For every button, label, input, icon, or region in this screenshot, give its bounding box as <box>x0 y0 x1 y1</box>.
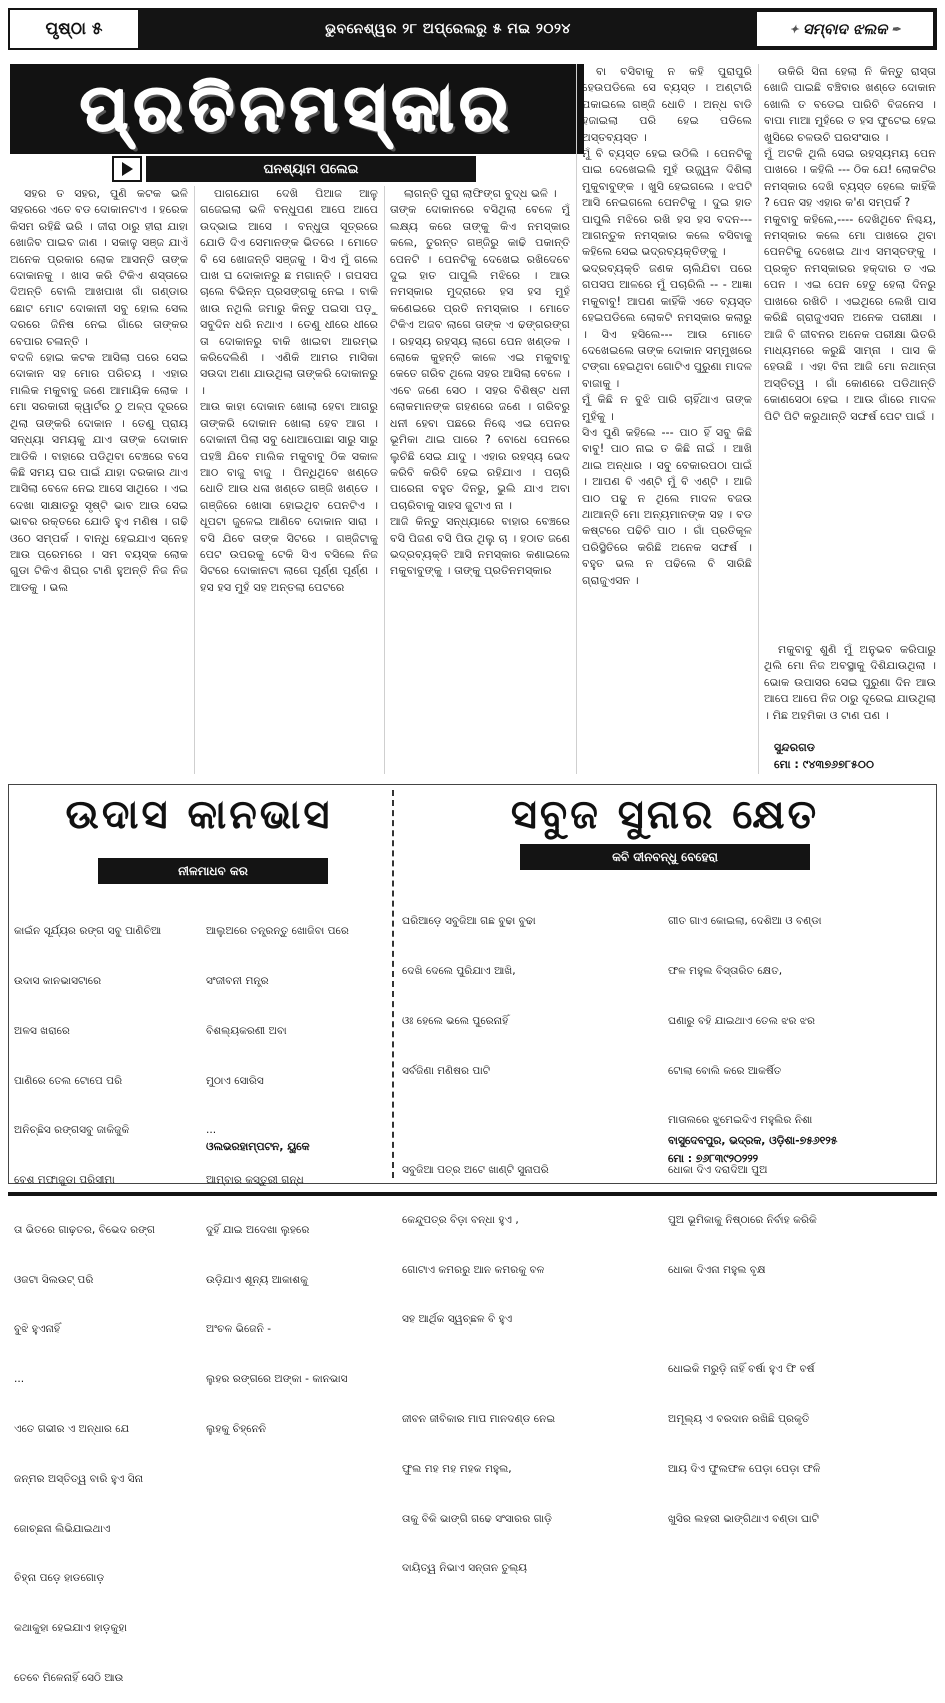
poem-line: ଘଣାରୁ ବହି ଯାଇଥାଏ ତେଲ ଝର ଝର <box>668 1014 816 1027</box>
poem-right-phone: ମୋ : ୭୬୮୩୯୨୦୨୨୨ <box>668 1152 758 1165</box>
author-phone: ମୋ : ୯୪୩୭୬୭୮୫୦୦ <box>774 758 875 771</box>
poem-line: ଉଦାସ କାନଭାସଟାରେ <box>14 974 102 987</box>
poem-line: ... <box>206 1124 217 1137</box>
poem-line: କେନ୍ଦୁପତ୍ର ବିଡ଼ା ବନ୍ଧା ହୁଏ , <box>402 1213 519 1226</box>
poem-line: ତା ଭିତରେ ଗାଢ଼ତର, ବିଭେଦ ରଙ୍ଗ <box>14 1223 156 1236</box>
page-bottom-rule <box>8 1192 937 1196</box>
masthead-name: ସମ୍ବାଦ ଝଲକ <box>802 20 888 38</box>
poem-line: ଖୁସିର ଲହରୀ ଭାଙ୍ଗିଥାଏ ବଣ୍ଡା ଘାଟି <box>668 1512 819 1525</box>
poem-left-stanza-b <box>206 890 386 1454</box>
poem-line <box>402 1361 662 1378</box>
column-divider <box>576 64 577 774</box>
poem-line: ଓଃ ହେଲେ ଭଲେ ପୁରେନାହିଁ <box>402 1014 509 1027</box>
poem-right-stanza-a <box>402 880 662 1594</box>
poem-line: ମୁଠାଏ ସୋରିସ <box>206 1074 264 1087</box>
poem-line: ଧୋଇକି ମରୁଡ଼ି ନାହିଁ ବର୍ଷା ହୁଏ ଫି ବର୍ଷ <box>668 1363 815 1376</box>
poem-line: ତେବେ ମିଳେନାହିଁ ସେଠି ଆଉ <box>14 1671 124 1684</box>
poem-right-signature: ବାସୁଦେବପୁର, ଭଦ୍ରକ, ଓଡ଼ିଶା-୭୫୬୧୨୫ <box>668 1134 838 1147</box>
article-title-banner <box>10 64 584 154</box>
poem-line: ବିଶଲ୍ୟକରଣୀ ଅବା <box>206 1024 287 1037</box>
poem-line: ଅଂଚଳ ଭିଜେନି - <box>206 1323 272 1336</box>
poem-line: ଏତେ ଗଭୀର ଏ ଅନ୍ଧାର ଯେ <box>14 1423 130 1435</box>
poem-line: ଲୁହକୁ ଚିହ୍ନେନି <box>206 1423 267 1435</box>
column-text: ଲାଗନ୍ତି ପୁରା ଲାଫିଙ୍ଗ ବୁଦ୍ଧ ଭଳି । ତାଙ୍କ ଦୋକାନରେ ବସିଥିଲା ବେଳେ ମୁଁ ଲକ୍ଷ୍ୟ କରେ ତାଙ୍କୁ କିଏ ନମସ୍କାର କଲେ, ତୁରନ୍ତ ଗଞ୍ଜିରୁ କାଢି ପକାନ୍ତି ପେନଟି । ପେନଟିକୁ ଦେଖେଇ ରଖିଦେବେ ଦୁଇ ହାତ ପାପୁଲି ମଝିରେ । ଆଉ ନମସ୍କାର ମୁଦ୍ରାରେ ହସ ହସ ମୁହଁ କଣେଇରେ ପ୍ରତି ନମସ୍କାର । ମୋତେ ଟିକିଏ ଅଜବ ଲାଗେ ତାଙ୍କ ଏ ଢଙ୍ଗରଙ୍ଗ । ରହସ୍ୟ ରହସ୍ୟ ଲାଗେ ପେନ ଖଣ୍ଡକ । ଲୋକେ କୁହନ୍ତି କାଳେ ଏଇ ମକୁବାବୁ କେତେ ଗରିବ ଥିଲେ ସହର ଆସିଲା ବେଳେ । ଏବେ ଜଣେ ସେଠ । ସହର ବିଶିଷ୍ଟ ଧନୀ ଲୋକମାନଙ୍କ ଗହଣରେ ଜଣେ । ଗରିବରୁ ଧନୀ ହେବା ପଛରେ ନିଶ୍ଚେ ଏଇ ପେନର ଭୂମିକା ଥାଇ ପାରେ ? ବୋଧେ ପେନରେ ଲୁଚିଛି ସେଇ ଯାଦୁ । ଏହାର ରହସ୍ୟ ଭେଦ କରିବି କରିବି ହେଇ ରହିଯାଏ । ପଚାରି ପାରେନା ବହୁତ ଦିନରୁ, ଭୁଲି ଯାଏ ଅବା ପଚାରିବାକୁ ସାହସ ଜୁଟାଏ ନା । ଆଜି କିନ୍ତୁ ସନ୍ଧ୍ୟାରେ ବାହାର ବେଞ୍ଚରେ ବସି ପିଜଣ ବସି ପିଉ ଥିଲୁ ଚା । ହଠାତ ଜଣେ ଭଦ୍ରବ୍ୟକ୍ତି ଆସି ନମସ୍କାର କଣାଇଲେ ମକୁବାବୁଙ୍କୁ । ତାଙ୍କୁ ପ୍ରତିନମସ୍କାର <box>390 187 570 578</box>
poem-line: ଅମୂଲ୍ୟ ଏ ବରଦାନ ରଖିଛି ପ୍ରକୃତି <box>668 1413 810 1425</box>
column-divider <box>384 186 385 774</box>
poem-line: ଦାୟିତ୍ୱ ନିଭାଏ ସନ୍ତାନ ତୁଲ୍ୟ <box>402 1562 528 1575</box>
poem-line: ଦେଖି ଦେଲେ ପୁରିଯାଏ ଆଖି, <box>402 964 516 977</box>
poems-divider <box>392 790 394 1178</box>
poem-line: ଘରିଆଡ଼େ ସବୁଜିଆ ଗଛ ବୁଢା ବୁଢା <box>402 915 536 928</box>
poem-left-poet: ନୀଳମାଧବ କର <box>98 858 328 884</box>
poem-line: ପୁଅ ଭୂମିକାକୁ ନିଷ୍ଠାରେ ନିର୍ବାହ କରିକି <box>668 1213 817 1226</box>
poem-line: ଫଳ ମହୁଲ ବିସ୍ତାରିତ କ୍ଷେତ, <box>668 964 783 977</box>
article-byline: ଘନଶ୍ୟାମ ପଲେଇ <box>146 156 476 182</box>
poem-line: ଆଲୁଅରେ ତନ୍ତ୍ରନ୍ତୁ ଖୋଜିବା ପରେ <box>206 925 349 938</box>
article-column-5 <box>764 64 936 642</box>
column-divider <box>194 186 195 774</box>
poem-line: ସବୁଜିଆ ପତ୍ର ଅଟେ ଖାଣ୍ଟି ସୁନାପରି <box>402 1164 549 1177</box>
poem-line: ସଂଜୀବନୀ ମନ୍ତ୍ର <box>206 974 269 987</box>
poem-line: ଉଡ଼ିଯାଏ ଶୂନ୍ୟ ଆକାଶକୁ <box>206 1273 308 1286</box>
masthead-logo <box>756 11 934 47</box>
poem-line: ଅନିଚ୍ଛିସ ରଙ୍ଗସବୁ ଜାକିଜୁକି <box>14 1124 130 1137</box>
poem-line: ଜୋଚ୍ଛନା ଲିଭିଯାଇଥାଏ <box>14 1522 111 1535</box>
column-text: ସହର ତ ସହର, ପୁଣି କଟକ ଭଳି ସହରରେ ଏତେ ବଡ ଦୋକାନଟାଏ । ହରେକ କିସମ ରହିଛି ଭରି । ଜୀରା ଠାରୁ ହୀରା ଯାହା ଖୋଜିବ ପାଇବ ଜାଣ । ସକାଳୁ ସଞ୍ଜ ଯାଏଁ ଅନେକ ପ୍ରକାର ଲୋକ ଆସନ୍ତି ତାଙ୍କ ଦୋକାନକୁ । ଖାସ କରି ଟିକିଏ ଶସ୍ତାରେ ଦିଅନ୍ତି ବୋଲି ଆଖପାଖ ଗାଁ ଗଣ୍ଡାର ଛୋଟ ମୋଟ ଦୋକାନୀ ସବୁ ହୋଲ ସେଲ ଦରରେ ଜିନିଷ ନେଇ ଗାଁରେ ତାଙ୍କର ବେପାର ଚଳାନ୍ତି । ବଦଳି ହୋଇ କଟକ ଆସିଲା ପରେ ସେଇ ଦୋକାନ ସହ ମୋର ପରିଚୟ । ଏହାର ମାଲିକ ମକୁବାବୁ ଜଣେ ଆମାୟିକ ଲୋକ । ମୋ ସରକାରୀ କ୍ୱାର୍ଟର ଠୁ ଅଳ୍ପ ଦୂରରେ ଥିଲା ତାଙ୍କରି ଦୋକାନ । ତେଣୁ ପ୍ରାୟ ସନ୍ଧ୍ୟା ସମୟକୁ ଯାଏ ତାଙ୍କ ଦୋକାନ ଆଡିକି । ବାହାରେ ପଡିଥିବା ବେଞ୍ଚରେ ବସେ କିଛି ସମୟ ଘର ପାଇଁ ଯାହା ଦରକାର ଥାଏ ଆସିଲା ବେଳେ ନେଇ ଆସେ ସାଥିରେ । ଏଇ ଦେଖା ସାକ୍ଷାତରୁ ସୃଷ୍ଟି ଭାବ ଆଉ ସେଇ ଭାବର ରକ୍ତରେ ଯୋଡି ହୁଏ ମଣିଷ । ଗଢି ଓଠେ ସମ୍ପର୍କ । ବାନ୍ଧି ହେଇଯାଏ ସ୍ନେହ ଆଉ ପ୍ରେମରେ । ସମ ବୟସ୍କ ଲୋକ ଗୁଡା ଟିକିଏ ଶିଘ୍ର ଟାଣି ହୁଅନ୍ତି ନିଜ ନିଜ ଆଡକୁ । ଭଲ <box>10 187 188 594</box>
poem-line: ଲୁହର ରଙ୍ଗରେ ଅଙ୍କା - କାନଭାସ <box>206 1373 348 1386</box>
pen-nib-icon: ✒ <box>891 22 901 36</box>
poem-right-title: ସବୁଜ ସୁନାର କ୍ଷେତ <box>510 792 820 838</box>
poem-line <box>668 1311 930 1328</box>
closing-text: ମକୁବାବୁ ଶୁଣି ମୁଁ ଅନୁଭବ କରିପାରୁ ଥିଲି ମୋ ନିଜ ଅବସ୍ଥାକୁ ଦିଶିଯାଉଥିଲା । ଭୋକ ଉପାସର ସେଇ ପୁରୁଣା ଦିନ ଆଉ ଆପେ ଆପେ ନିଜ ଠାରୁ ଦୂରେଇ ଯାଉଥିଲା । ମିଛ ଅହମିକା ଓ ଟାଣ ପଣ । <box>764 643 936 722</box>
column-text: ବା ବସିବାକୁ ନ କହି ପୁରାପୁରି ହେଉପଡିଲେ ସେ ବ୍ୟସ୍ତ । ଅଣ୍ଟାରି ପକାଇଲେ ଗଞ୍ଜି ଧୋତି । ଅନ୍ଧ ବାଡି ହଜାଇଲା ପରି ହେଇ ପଡିଲେ ଅସ୍ତବ୍ୟସ୍ତ । ମୁଁ ବି ବ୍ୟସ୍ତ ହେଇ ଉଠିଲି । ପେନଟିକୁ ପାଇ ଦେଖେଇଲି ମୁହଁ ଉଜ୍ଜ୍ୱଳ ଦିଶିଲା ମୁକୁବାବୁଙ୍କ । ଖୁସି ହେଇଗଲେ । ଝପଟି ଆସି ନେଇଗଲେ ପେନଟିକୁ । ଦୁଇ ହାତ ପାପୁଲି ମଝିରେ ରଖି ହସ ହସ ବଦନ--- ଆଗନ୍ତୁକ ନମସ୍କାର କଲେ ବସିବାକୁ କହିଲେ ସେଇ ଭଦ୍ରବ୍ୟକ୍ତିଙ୍କୁ । ଭଦ୍ରବ୍ୟକ୍ତି ଜଣକ ଚାଲିଯିବା ପରେ ଗପସପ ଆଳରେ ମୁଁ ପଚାରିଲି -- - ଆଜ୍ଞା ମକୁବାବୁ! ଆପଣ କାହିଁକି ଏତେ ବ୍ୟସ୍ତ ହେଇପଡିଲେ ଲୋକଟି ନମସ୍କାର କଲାରୁ । ସିଏ ହସିଲେ--- ଆଉ ମୋତେ ଦେଖେଇଲେ ତାଙ୍କ ଦୋକାନ ସମ୍ମୁଖରେ ଟଙ୍ଗା ହେଇଥିବା ଗୋଟିଏ ପୁରୁଣା ମାଦଳ ବାଜାକୁ । ମୁଁ କିଛି ନ ବୁଝି ପାରି ଚାହିଁଥାଏ ତାଙ୍କ ମୁହଁକୁ । ସିଏ ପୁଣି କହିଲେ --- ପାଠ ହିଁ ସବୁ କିଛି ବାବୁ! ପାଠ ନାଇ ତ କିଛି ନାଇଁ । ଆଖି ଥାଇ ଅନ୍ଧାର । ସବୁ ବେକାରପଠା ପାଇଁ । ଆପଣ ବି ଏଣ୍ଟି ମୁଁ ବି ଏଣ୍ଟି । ଆଜି ପାଠ ପଢୁ ନ ଥିଲେ ମାଦଳ ବଜଉ ଥାଆନ୍ତି ମୋ ଅନ୍ୟମାନଙ୍କ ସହ । ବଡ କଷ୍ଟରେ ପଢିଚି ପାଠ । ଗାଁ ପ୍ରତିକୂଳ ପରିସ୍ଥିତିରେ କରିଛି ଅନେକ ସଙ୍ଘର୍ଷ । ବହୁତ ଭଲ ନ ପଢିଲେ ବି ସାରିଛି ଗ୍ରାଜୁଏସନ । <box>582 65 752 587</box>
page-number: ପୃଷ୍ଠା ୫ <box>8 8 140 50</box>
poem-line: ଧୋକା ଦିଏ ଦରାଦିଆ ପୁଅ <box>668 1164 768 1177</box>
poem-line: ଫୁଲ ମହ ମହ ମହକ ମହୁଲ, <box>402 1462 512 1475</box>
column-text: ପାଗଯୋଗ ଦେଖି ପିଆଜ ଆଳୁ ଗଜେଇଲା ଭଳି ବନ୍ଧୁପଣ ଆପେ ଆପେ ଉଦ୍ଭାଇ ଆସେ । ବନ୍ଧୁତା ସୂତ୍ରରେ ଯୋଡି ଦିଏ ସେମାନଙ୍କ ଭିତରେ । ମୋତେ ବି ସେ ଖୋଜନ୍ତି ସଞ୍ଜକୁ । ସିଏ ମୁଁ ଗଲେ ପାଖ ଘ ଦୋକାନରୁ ଛ ମଗାନ୍ତି । ଗପସପ ଚାଲେ ବିଭିନ୍ନ ପ୍ରସଙ୍ଗକୁ ନେଇ । ବାକି ଖାଉ ନଥିଲି ଜମାରୁ କିନ୍ତୁ ପଇସା ପଡ଼ୁ ସବୁଦିନ ଧରି ନଥାଏ । ତେଣୁ ଧୀରେ ଧୀରେ ତା ଦୋକାନରୁ ବାକି ଖାଇବା ଆରମ୍ଭ କରିଦେଲିଣି । ଏଣିକି ଆମର ମାସିକା ସଉଦା ଅଣା ଯାଉଥିଲା ତାଙ୍କରି ଦୋକାନରୁ । ଆଉ କାହା ଦୋକାନ ଖୋଲା ହେବା ଆଗରୁ ତାଙ୍କରି ଦୋକାନ ଖୋଲା ହେବ ଆଗ । ଦୋକାନୀ ପିଲା ସବୁ ଧୋଆପୋଛା ସାରୁ ସାରୁ ପହଞ୍ଚି ଯିବେ ମାଲିକ ମକୁବାବୁ ଠିକ ସକାଳ ଆଠ ବାଜୁ ବାଜୁ । ପିନ୍ଧିଥିବେ ଖଣ୍ଡେ ଧୋତି ଆଉ ଧଳା ଖଣ୍ଡେ ଗଞ୍ଜି ଖଣ୍ଡେ । ଗଞ୍ଜିରେ ଖୋସା ହୋଇଥିବ ପେନଟିଏ । ଧୂପଟା ଜୁଳେଇ ଆଣିବେ ଦୋକାନ ସାରା । ବସି ଯିବେ ତାଙ୍କ ସିଟରେ । ଗଞ୍ଜିଟାକୁ ପେଟ ଉପରକୁ ଟେକି ସିଏ ବସିଲେ ନିଜ ସିଟରେ ଦୋକାନଟା ଲାଗେ ପୂର୍ଣ୍ଣ ପୂର୍ଣ୍ଣ । ହସ ହସ ମୁହଁ ସହ ଅନ୍ତଲା ପେଟରେ <box>200 187 378 594</box>
column-divider <box>758 64 759 774</box>
poem-line: ଆୟ ଦିଏ ଫୁଲଫଳ ପେଡ଼ା ପେଡ଼ା ଫଳି <box>668 1462 821 1475</box>
poem-left-stanza-a <box>14 890 214 1703</box>
column-text: ଉକିରି ସିନା ହେଲା ନି କିନ୍ତୁ ରାସ୍ତା ଖୋଜି ପାଇଛି ବଞ୍ଚିବାର ଖଣ୍ଡେ ଦୋକାନ ଖୋଲି ତ ବଡେଇ ପାରିଚି ବିଜନେସ । ବାପା ମାଆ ମୁହଁରେ ତ ହସ ଫୁଟେଇ ହେଇ ଖୁସିରେ ଚଳଉଚି ଘରସଂସାର । ମୁଁ ଅଟକି ଥିଲି ସେଇ ରହସ୍ୟମୟ ପେନ ପାଖରେ । କହିଲି --- ଠିକ ଯେ! ଲୋକଟିର ନମସ୍କାର ଦେଖି ବ୍ୟସ୍ତ ହେଲେ କାହିଁକି ? ପେନ ସହ ଏହାର କ'ଣ ସମ୍ପର୍କ ? ମକୁବାବୁ କହିଲେ,---- ଦେଖିଥିବେ ନିଶ୍ଚୟ, ନମସ୍କାର କଲେ ମୋ ପାଖରେ ଥିବା ପେନଟିକୁ ଦେଖେଇ ଥାଏ ସମସ୍ତଙ୍କୁ । ପ୍ରକୃତ ନମସ୍କାରର ହକ୍‌ଦାର ତ ଏଇ ପେନ । ଏଇ ପେନ ହେତୁ ହେଲା ଦିନରୁ ପାଖରେ ରଖିଚି । ଏଇଥିରେ ଲେଖି ପାସ କରିଛି ଗ୍ରାଜୁଏସନ ଅନେକ ପରୀକ୍ଷା । ଆଜି ବି ଜୀବନର ଅନେକ ପରୀକ୍ଷା ଭିତରି ମାଧ୍ୟମରେ କରୁଛି ସାମ୍ନା । ପାସ କି ହେଉଛି । ଏହା ବିନା ଆଜି ମୋ ନଥାନ୍ତା ଅସ୍ତିତ୍ୱ । ଗାଁ କୋଣରେ ପଡିଥାନ୍ତି କୋଣସେଠା ହେଇ । ଆଉ ଗାଁରେ ମାଦଳ ପିଟି ପିଟି କରୁଥାନ୍ତି ସଙ୍ଘର୍ଷ ପେଟ ପାଇଁ । <box>764 65 936 423</box>
play-icon <box>112 156 142 182</box>
poem-line: ଧୋକା ଦିଏନା ମହୁଲ ବୃକ୍ଷ <box>668 1263 766 1276</box>
poem-line: ଜନ୍ମର ଅସ୍ତିତ୍ୱ ବାରି ହୁଏ ସିନା <box>14 1472 144 1485</box>
poem-line: ଜୀବନ ଜୀବିକାର ମାପ ମାନଦଣ୍ଡ ନେଇ <box>402 1413 556 1425</box>
poem-left-title: ଉଦାସ କାନଭାସ <box>65 792 333 838</box>
dateline: ଭୁବନେଶ୍ୱର ୨୮ ଅପ୍ରେଲରୁ ୫ ମଇ ୨୦୨୪ <box>325 21 571 37</box>
poem-line: ସହ ଆର୍ଥିକ ସ୍ୱଚ୍ଛଳ ବି ହୁଏ <box>402 1313 513 1326</box>
poem-line: ଅଳସ ଖରାରେ <box>14 1024 70 1037</box>
poem-line: ତାକୁ ବିକି ଭାଙ୍ଗି ଗଢେ ସଂସାରର ଗାଡ଼ି <box>402 1512 552 1525</box>
poem-right-stanza-b <box>668 880 930 1544</box>
poem-line: କଥାକୁହା ହେଇଯାଏ ହାଡ଼କୁହା <box>14 1622 127 1635</box>
author-place: ସୁନ୍ଦରଗଡ <box>774 741 816 754</box>
page-header <box>8 8 937 50</box>
poem-line: ଆମ୍ବାର କସ୍ତୁରୀ ଗନ୍ଧ <box>206 1174 304 1187</box>
poem-line: ମାତାଲରେ ଝୁମେଇଦିଏ ମହୁଲିର ନିଶା <box>668 1114 813 1127</box>
article-column-4 <box>582 64 752 774</box>
article-column-3 <box>390 186 570 774</box>
poem-line: ଗୋଟାଏ କମରରୁ ଆନ କମରକୁ ବଳ <box>402 1263 545 1276</box>
poem-line: ଟୋଲା ବୋଲି କରେ ଆକର୍ଷିତ <box>668 1064 782 1077</box>
article-column-2 <box>200 186 378 774</box>
poem-line: ଓଜଟା ସିଲଉଟ୍ ପରି <box>14 1273 94 1286</box>
article-closing <box>764 642 936 740</box>
poem-line: ବେଶ ମଫାଜୁଡା ପରିସୀମା <box>14 1174 115 1187</box>
poem-line <box>402 1112 662 1129</box>
poem-line: ଚିହ୍ନା ପଡ଼େ ହାଡଗୋଡ଼ <box>14 1572 105 1585</box>
poem-left-signature: ଓଲଭରହାମ୍ପଟନ, ୟୁକେ <box>206 1140 310 1153</box>
article-column-1 <box>10 186 188 774</box>
poem-line: ପାଣିରେ ତେଲ ଟୋପେ ପରି <box>14 1074 123 1087</box>
poem-line: ସର୍ବଜିଣା ମଣିଷର ପାଟି <box>402 1064 491 1077</box>
article-title: ପ୍ରତିନମସ୍କାର <box>79 72 515 146</box>
poem-line: କାଇଁନ ସୂର୍ଯ୍ୟର ରଙ୍ଗ ସବୁ ପାଣିଚିଆ <box>14 925 162 938</box>
masthead-flourish-icon: ✦ <box>789 22 799 36</box>
poem-line: ... <box>14 1373 25 1386</box>
poem-line: ଦୁହିଁ ଯାଇ ଅଦେଖା ଲୁହରେ <box>206 1223 310 1236</box>
poem-line: ଗୀତ ଗାଏ କୋଇଲା, ଦେଶିଆ ଓ ବଣ୍ଡା <box>668 915 822 928</box>
poem-line: ବୁଝି ହୁଏନାହିଁ <box>14 1323 61 1336</box>
poem-right-poet: କବି ଦୀନବନ୍ଧୁ ବେହେରା <box>520 844 810 870</box>
